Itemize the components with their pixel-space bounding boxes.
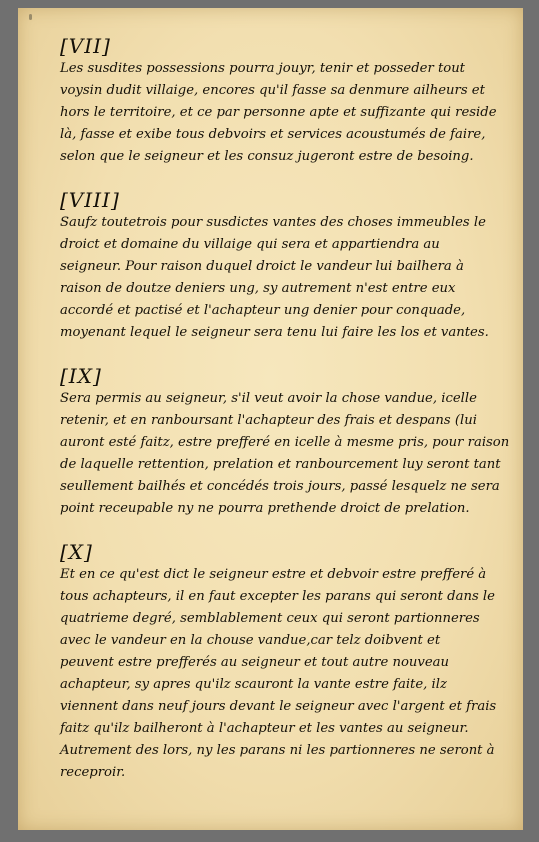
text-line: selon que le seigneur et les consuz jugeront estre de besoing. bbox=[60, 149, 474, 164]
section-viii bbox=[60, 188, 500, 344]
section-vii bbox=[60, 34, 500, 168]
text-line: Saufz toutetrois pour susdictes vantes des choses immeubles le bbox=[60, 215, 486, 230]
text-line: Autrement des lors, ny les parans ni les partionneres ne seront à bbox=[60, 743, 495, 758]
section-x bbox=[60, 540, 500, 784]
text-line: hors le territoire, et ce par personne apte et suffizante qui reside bbox=[60, 105, 497, 120]
text-line: moyenant lequel le seigneur sera tenu lui faire les los et vantes. bbox=[60, 325, 489, 340]
text-line: raison de doutze deniers ung, sy autrement n'est entre eux bbox=[60, 281, 456, 296]
parchment-page bbox=[18, 8, 523, 830]
text-line: voysin dudit villaige, encores qu'il fasse sa denmure ailheurs et bbox=[60, 83, 485, 98]
text-line: Et en ce qu'est dict le seigneur estre et debvoir estre prefferé à bbox=[60, 567, 487, 582]
text-line: receproir. bbox=[60, 765, 126, 780]
text-line: avec le vandeur en la chouse vandue,car telz doibvent et bbox=[60, 633, 441, 648]
section-ix bbox=[60, 364, 510, 520]
text-line: là, fasse et exibe tous debvoirs et services acoustumés de faire, bbox=[60, 127, 486, 142]
text-line: point receupable ny ne pourra prethende droict de prelation. bbox=[60, 501, 470, 516]
text-line: auront esté faitz, estre prefferé en icelle à mesme pris, pour raison bbox=[60, 435, 510, 450]
text-line: accordé et pactisé et l'achapteur ung denier pour conquade, bbox=[60, 303, 466, 318]
text-line: tous achapteurs, il en faut excepter les parans qui seront dans le bbox=[60, 589, 495, 604]
text-line: achapteur, sy apres qu'ilz scauront la vante estre faite, ilz bbox=[60, 677, 447, 692]
text-line: seullement bailhés et concédés trois jours, passé lesquelz ne sera bbox=[60, 479, 500, 494]
text-line: de laquelle rettention, prelation et ranbourcement luy seront tant bbox=[60, 457, 501, 472]
text-line: droict et domaine du villaige qui sera et appartiendra au bbox=[60, 237, 440, 252]
text-line: faitz qu'ilz bailheront à l'achapteur et les vantes au seigneur. bbox=[60, 721, 469, 736]
text-line: peuvent estre prefferés au seigneur et tout autre nouveau bbox=[60, 655, 449, 670]
text-line: retenir, et en ranboursant l'achapteur des frais et despans (lui bbox=[60, 413, 477, 428]
section-number: [IX] bbox=[60, 364, 102, 388]
text-line: Les susdites possessions pourra jouyr, tenir et posseder tout bbox=[60, 61, 465, 76]
section-number: [VIII] bbox=[60, 188, 120, 212]
text-line: Sera permis au seigneur, s'il veut avoir la chose vandue, icelle bbox=[60, 391, 477, 406]
text-line: seigneur. Pour raison duquel droict le vandeur lui bailhera à bbox=[60, 259, 464, 274]
section-number: [VII] bbox=[60, 34, 111, 58]
text-line: viennent dans neuf jours devant le seigneur avec l'argent et frais bbox=[60, 699, 497, 714]
ink-speck bbox=[29, 14, 32, 20]
text-line: quatrieme degré, semblablement ceux qui seront partionneres bbox=[60, 611, 480, 626]
section-number: [X] bbox=[60, 540, 93, 564]
